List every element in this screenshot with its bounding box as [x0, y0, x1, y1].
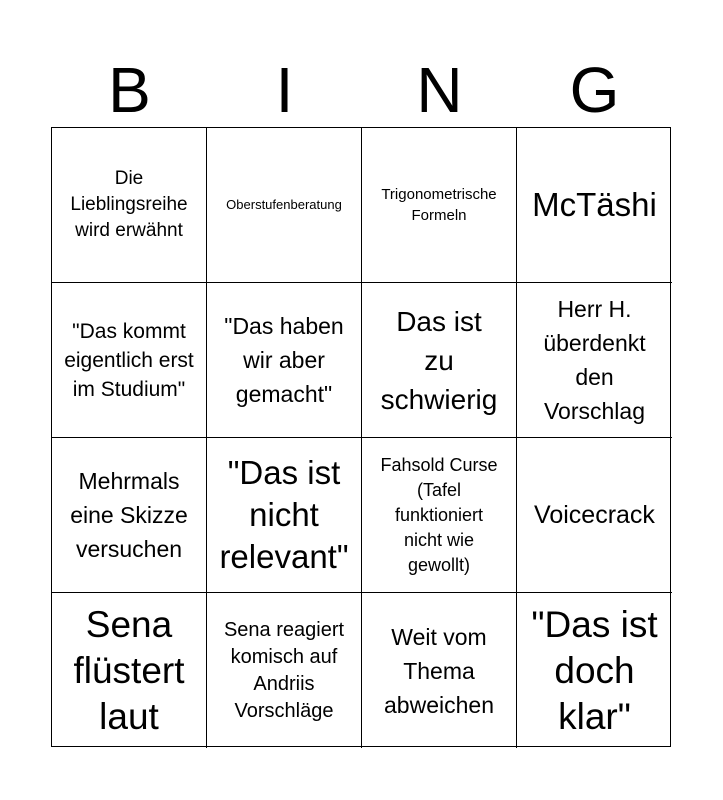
- cell-text: Voicecrack: [534, 501, 655, 529]
- bingo-header: [52, 52, 672, 128]
- header-letter-g: G: [569, 54, 620, 126]
- cell-text: Weit vom Thema abweichen: [384, 623, 494, 718]
- bingo-cell[interactable]: [52, 283, 207, 438]
- bingo-cell[interactable]: [517, 128, 672, 283]
- bingo-cell[interactable]: [517, 283, 672, 438]
- header-letter-i: I: [275, 54, 294, 126]
- cell-text: "Das kommt eigentlich erst im Studium": [64, 319, 194, 401]
- header-letter-n: N: [416, 54, 463, 126]
- bingo-cell[interactable]: [52, 593, 207, 748]
- bingo-cell[interactable]: [362, 283, 517, 438]
- cell-text: "Das ist nicht relevant": [219, 454, 349, 575]
- cell-text: "Das haben wir aber gemacht": [224, 313, 344, 407]
- bingo-cell[interactable]: [362, 593, 517, 748]
- cell-text: Sena reagiert komisch auf Andriis Vorschläge: [223, 618, 345, 722]
- cell-text: Herr H. überdenkt den Vorschlag: [543, 296, 646, 424]
- bingo-cell[interactable]: [362, 438, 517, 593]
- bingo-cell[interactable]: [207, 283, 362, 438]
- cell-text: Das ist zu schwierig: [380, 305, 498, 415]
- cell-text: Fahsold Curse (Tafel funktioniert nicht wie gewollt): [380, 454, 498, 575]
- bingo-cell[interactable]: [517, 438, 672, 593]
- bingo-cell[interactable]: [517, 593, 672, 748]
- cell-text: McTäshi: [532, 186, 657, 223]
- header-letter-b: B: [108, 54, 151, 126]
- bingo-cell[interactable]: [362, 128, 517, 283]
- cell-text: Trigonometrische Formeln: [381, 186, 497, 224]
- bingo-cell[interactable]: [52, 438, 207, 593]
- cell-text: "Das ist doch klar": [531, 603, 658, 737]
- cell-text: Die Lieblingsreihe wird erwähnt: [70, 168, 188, 241]
- cell-text: Sena flüstert laut: [73, 603, 185, 737]
- bingo-cell[interactable]: [207, 438, 362, 593]
- bingo-cell[interactable]: [207, 593, 362, 748]
- cell-text: Oberstufenberatung: [226, 197, 342, 212]
- bingo-cell[interactable]: [52, 128, 207, 283]
- cell-text: Mehrmals eine Skizze versuchen: [70, 468, 188, 562]
- bingo-cell[interactable]: [207, 128, 362, 283]
- bingo-grid: [51, 127, 671, 747]
